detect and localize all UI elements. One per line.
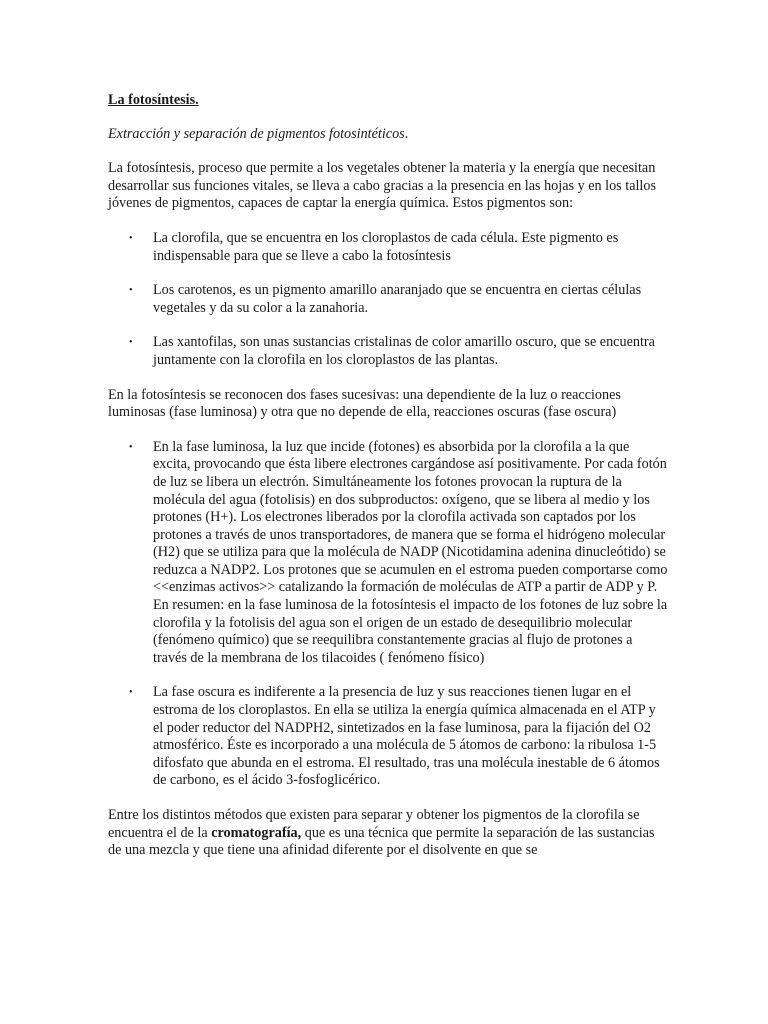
- list-item: [108, 684, 668, 790]
- document-title: La fotosíntesis.: [108, 92, 199, 108]
- bullet-icon: •: [129, 337, 133, 349]
- bullet-icon: •: [129, 232, 133, 244]
- closing-paragraph: [108, 807, 668, 860]
- intro-paragraph: La fotosíntesis, proceso que permite a los vegetales obtener la materia y la energía que necesitan desarrollar sus funciones vitales, se lleva a cabo gracias a la presencia en las hojas y en los tallos jóvenes de pigmentos, capaces de captar la energía química. Estos pigmentos son:: [108, 160, 656, 212]
- phases-intro-paragraph: En la fotosíntesis se reconocen dos fases sucesivas: una dependiente de la luz o reacciones luminosas (fase luminosa) y otra que no depende de ella, reacciones oscuras (fase oscura): [108, 386, 621, 421]
- list-item-text: La clorofila, que se encuentra en los cloroplastos de cada célula. Este pigmento es indispensable para que se lleve a cabo la fotosíntesis: [153, 229, 619, 264]
- bullet-icon: •: [129, 687, 133, 699]
- list-item: [108, 282, 668, 317]
- bullet-icon: •: [129, 285, 133, 297]
- bullet-icon: •: [129, 441, 133, 453]
- closing-bold-term: cromatografía,: [211, 824, 302, 841]
- list-item: [108, 334, 668, 369]
- pigments-list: [108, 230, 668, 370]
- list-item-text: En la fase luminosa, la luz que incide (fotones) es absorbida por la clorofila a la que excita, provocando que ésta libere electrones cargándose así positivamente. Por cada fotón de luz se libera un electrón. Simultáneamente los fotones provocan la ruptura de la molécula del agua (fotolisis) en dos subproductos: oxígeno, que se libera al medio y los protones (H+). Los electrones liberados por la clorofila activada son captados por los protones a través de unos transportadores, de manera que se forma el hidrógeno molecular (H2) que se utiliza para que la molécula de NADP (Nicotidamina adenina dinucleótido) se reduzca a NADP2. Los protones que se acumulen en el estroma pueden comportarse como <<enzimas activos>> catalizando la formación de moléculas de ATP a partir de ADP y P. En resumen: en la fase luminosa de la fotosíntesis el impacto de los fotones de luz sobre la clorofila y la fotolisis del agua son el origen de un estado de desequilibrio molecular (fenómeno químico) que se reequilibra constantemente gracias al flujo de protones a través de la membrana de los tilacoides ( fenómeno físico): [153, 438, 668, 666]
- closing-text-end: que es una técnica que permite la separación de las sustancias de una mezcla y que tiene una afinidad diferente por el disolvente en que se: [108, 824, 655, 859]
- closing-text-start: Entre los distintos métodos que existen para separar y obtener los pigmentos de la clorofila se encuentra el de la: [108, 807, 640, 841]
- list-item-text: La fase oscura es indiferente a la presencia de luz y sus reacciones tienen lugar en el estroma de los cloroplastos. En ella se utiliza la energía química almacenada en el ATP y el poder reductor del NADPH2, sintetizados en la fase luminosa, para la fijación del O2 atmosférico. Éste es incorporado a una molécula de 5 átomos de carbono: la ribulosa 1-5 difosfato que abunda en el estroma. El resultado, tras una molécula inestable de 6 átomos de carbono, es el ácido 3-fosfoglicérico.: [153, 684, 660, 789]
- phases-list: [108, 439, 668, 790]
- subtitle-text: Extracción y separación de pigmentos fotosintéticos: [108, 125, 405, 142]
- list-item-text: Los carotenos, es un pigmento amarillo anaranjado que se encuentra en ciertas células vegetales y da su color a la zanahoria.: [153, 282, 642, 316]
- subtitle-period: .: [404, 125, 409, 142]
- list-item: [108, 230, 668, 265]
- list-item-text: Las xantofilas, son unas sustancias cristalinas de color amarillo oscuro, que se encuentra juntamente con la clorofila en los cloroplastos de las plantas.: [153, 334, 655, 368]
- list-item: [108, 439, 668, 668]
- document-subtitle: [108, 126, 668, 144]
